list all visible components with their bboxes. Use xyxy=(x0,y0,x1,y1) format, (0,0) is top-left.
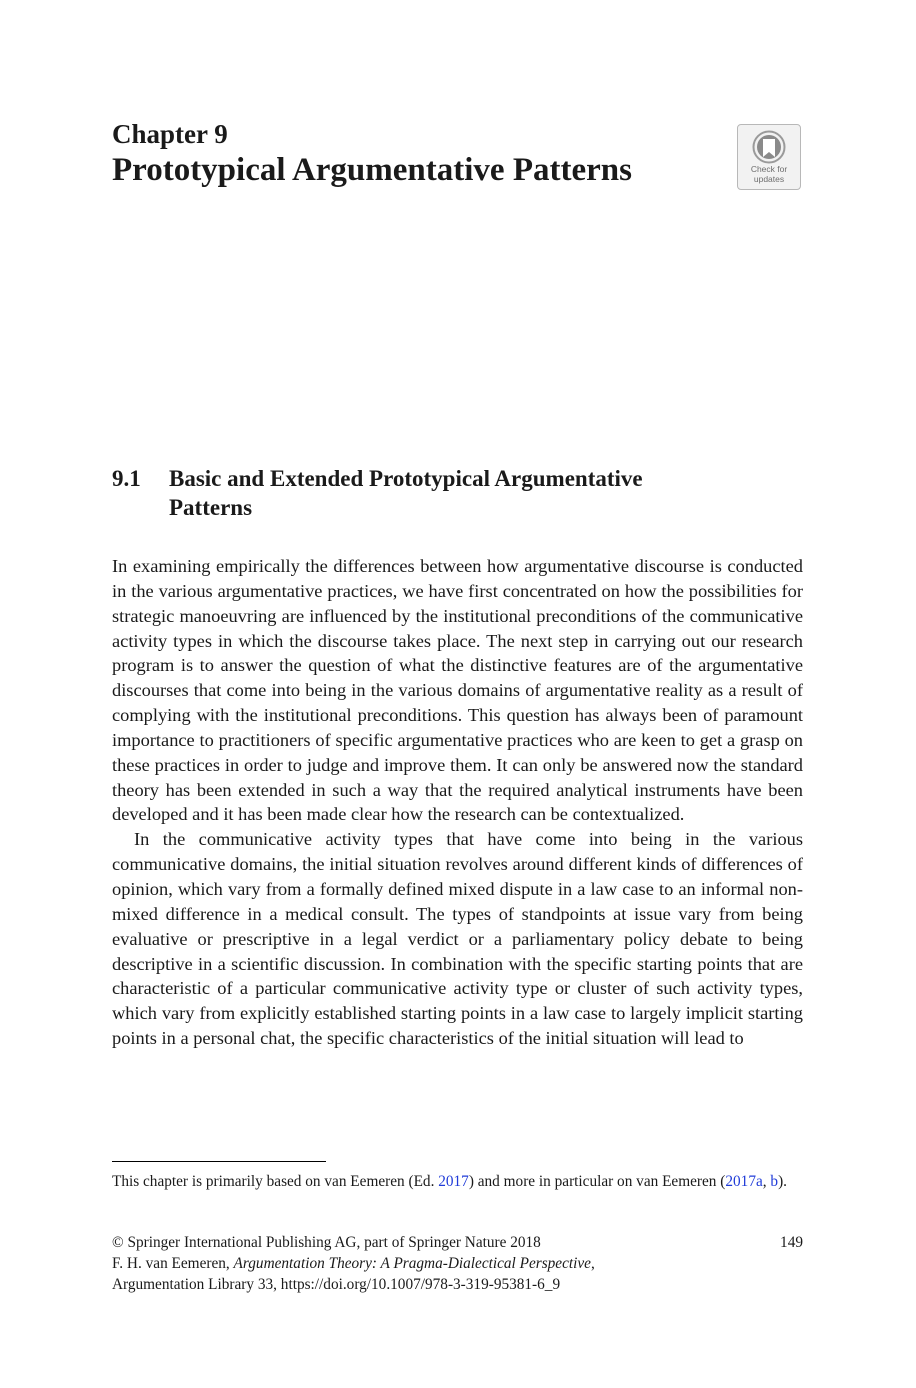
citation-line xyxy=(112,1253,803,1274)
section-heading xyxy=(112,464,812,522)
copyright-block xyxy=(112,1232,803,1295)
footnote-text-after: ). xyxy=(778,1173,787,1190)
paragraph-1: In examining empirically the differences between how argumentative discourse is conducted in the various argumentative practices, we have first concentrated on how the possibilities for strategic manoeuvring are influenced by the institutional preconditions of the communicative activity types in which the discourse takes place. The next step in carrying out our research program is to answer the question of what the distinctive features are of the argumentative discourses that come into being in the various domains of argumentative reality as a result of complying with the institutional preconditions. This question has always been of paramount importance to practitioners of specific argumentative practices who are keen to get a grasp on these practices in order to judge and improve them. It can only be answered now the standard theory has been extended in such a way that the required analytical instruments have been developed and it has been made clear how the research can be contextualized. xyxy=(112,556,803,825)
footnote-text-middle: ) and more in particular on van Eemeren ( xyxy=(468,1173,726,1190)
footnote-divider xyxy=(112,1161,326,1162)
check-for-updates-badge[interactable] xyxy=(737,124,801,190)
section-number: 9.1 xyxy=(112,466,141,491)
badge-line2: updates xyxy=(753,173,785,184)
doi-line: Argumentation Library 33, https://doi.org/10.1007/978-3-319-95381-6_9 xyxy=(112,1276,561,1293)
badge-line1: Check for xyxy=(750,164,788,174)
chapter-title: Prototypical Argumentative Patterns xyxy=(112,152,632,188)
page-number: 149 xyxy=(780,1234,803,1251)
citation-link-2017b[interactable]: b xyxy=(770,1173,779,1190)
citation-comma: , xyxy=(590,1255,595,1272)
citation-link-2017[interactable]: 2017 xyxy=(438,1173,469,1190)
book-author: F. H. van Eemeren, xyxy=(112,1255,234,1272)
footnote xyxy=(112,1171,803,1192)
book-title: Argumentation Theory: A Pragma-Dialectical Perspective xyxy=(233,1255,591,1272)
footnote-text-before: This chapter is primarily based on van Eemeren (Ed. xyxy=(112,1173,439,1190)
copyright-line: © Springer International Publishing AG, part of Springer Nature 2018 xyxy=(112,1234,541,1251)
citation-link-2017a[interactable]: 2017a xyxy=(725,1173,763,1190)
badge-label xyxy=(738,165,800,184)
footnote-separator: , xyxy=(762,1173,771,1190)
chapter-label: Chapter 9 xyxy=(112,119,228,149)
check-for-updates-icon xyxy=(752,130,786,164)
body-text xyxy=(112,554,803,1051)
paragraph-2: In the communicative activity types that have come into being in the various communicative domains, the initial situation revolves around different kinds of differences of opinion, which vary from a formally defined mixed dispute in a law case to an informal non-mixed difference in a medical consult. The types of standpoints at issue vary from being evaluative or prescriptive in a legal verdict or a parliamentary policy debate to being descriptive in a scientific discussion. In combination with the specific starting points that are characteristic of a particular communicative activity type or cluster of such activity types, which vary from explicitly established starting points in a law case to largely implicit starting points in a personal chat, the specific characteristics of the initial situation will lead to xyxy=(112,829,803,1049)
section-title: Basic and Extended Prototypical Argumentative Patterns xyxy=(169,466,643,520)
